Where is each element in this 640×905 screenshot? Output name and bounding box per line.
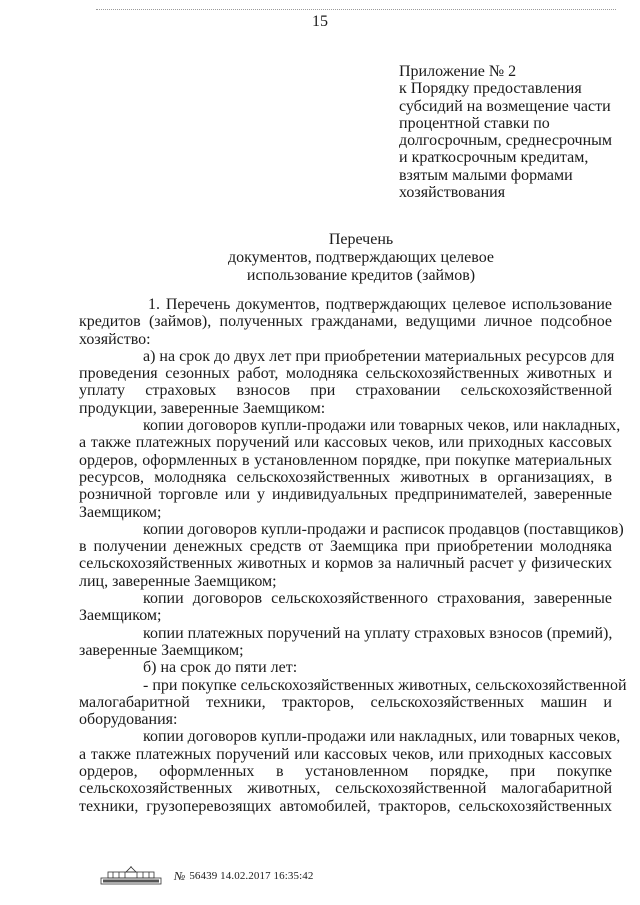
body-line: заверенные Заемщиком; [79, 641, 244, 659]
body-line: ордеров, оформленных в установленном порядке, при покупке [79, 763, 612, 781]
title-line: документов, подтверждающих целевое [227, 249, 495, 266]
title-line: использование кредитов (займов) [246, 267, 476, 284]
page-number: 15 [312, 13, 328, 30]
body-line: копии договоров купли-продажи или накладных, или товарных чеков, [143, 728, 621, 746]
body-line: сельскохозяйственных животных, сельскохозяйственной малогабаритной [79, 780, 612, 798]
body-line: копии договоров сельскохозяйственного страхования, заверенные [143, 590, 612, 608]
appendix-line: долгосрочным, среднесрочным [399, 132, 613, 150]
body-line: а) на срок до двух лет при приобретении материальных ресурсов для [143, 347, 615, 365]
document-body [79, 296, 627, 815]
appendix-line: Приложение № 2 [399, 63, 517, 80]
body-line: ордеров, оформленных в установленном порядке, при покупке материальных [79, 451, 612, 469]
document-title [0, 231, 640, 285]
body-line: 1. Перечень документов, подтверждающих целевое использование [148, 296, 612, 313]
body-line: Заемщиком; [79, 503, 162, 521]
body-line: а также платежных поручений или кассовых чеков, или приходных кассовых [79, 745, 612, 763]
body-line: продукции, заверенные Заемщиком: [79, 399, 326, 417]
body-line: Заемщиком; [79, 607, 162, 625]
body-line: копии договоров купли-продажи и расписок продавцов (поставщиков) [143, 520, 624, 538]
body-line: а также платежных поручений или кассовых чеков, или приходных кассовых [79, 434, 612, 452]
title-line: Перечень [328, 231, 394, 248]
appendix-line: и краткосрочным кредитам, [399, 149, 589, 167]
body-line: кредитов (займов), полученных гражданами, ведущими личное подсобное [79, 313, 612, 331]
body-line: копии договоров купли-продажи или товарных чеков, или накладных, [143, 417, 621, 435]
body-line: б) на срок до пяти лет: [143, 659, 298, 677]
body-line: проведения сезонных работ, молодняка сельскохозяйственных животных и [79, 365, 612, 383]
body-line: ресурсов, молодняка сельскохозяйственных животных в организациях, в [79, 468, 612, 486]
body-line: оборудования: [79, 711, 178, 729]
appendix-line: взятым малыми формами [399, 166, 573, 184]
body-line: техники, грузоперевозящих автомобилей, тракторов, сельскохозяйственных [79, 797, 612, 815]
registration-stamp-text: 56439 14.02.2017 16:35:42 [189, 870, 314, 882]
registration-footer [100, 866, 313, 886]
registration-number-mark: № [174, 868, 186, 883]
appendix-header [399, 63, 624, 201]
body-line: розничной торговле или у индивидуальных предпринимателей, заверенные [79, 486, 612, 504]
appendix-line: хозяйствования [399, 184, 506, 202]
body-line: - при покупке сельскохозяйственных животных, сельскохозяйственной [143, 676, 627, 694]
body-line: уплату страховых взносов при страховании сельскохозяйственной [79, 382, 612, 400]
body-line: хозяйство: [79, 330, 151, 348]
appendix-line: к Порядку предоставления [399, 80, 582, 98]
body-line: малогабаритной техники, тракторов, сельскохозяйственных машин и [79, 693, 612, 711]
body-line: сельскохозяйственных животных и кормов за наличный расчет у физических [79, 555, 612, 573]
body-line: лиц, заверенные Заемщиком; [79, 572, 277, 590]
appendix-line: процентной ставки по [399, 114, 550, 132]
appendix-line: субсидий на возмещение части [399, 97, 611, 115]
government-building-stamp-icon [100, 866, 162, 886]
body-line: в получении денежных средств от Заемщика при приобретении молодняка [79, 538, 612, 556]
body-line: копии платежных поручений на уплату страховых взносов (премий), [143, 624, 613, 642]
